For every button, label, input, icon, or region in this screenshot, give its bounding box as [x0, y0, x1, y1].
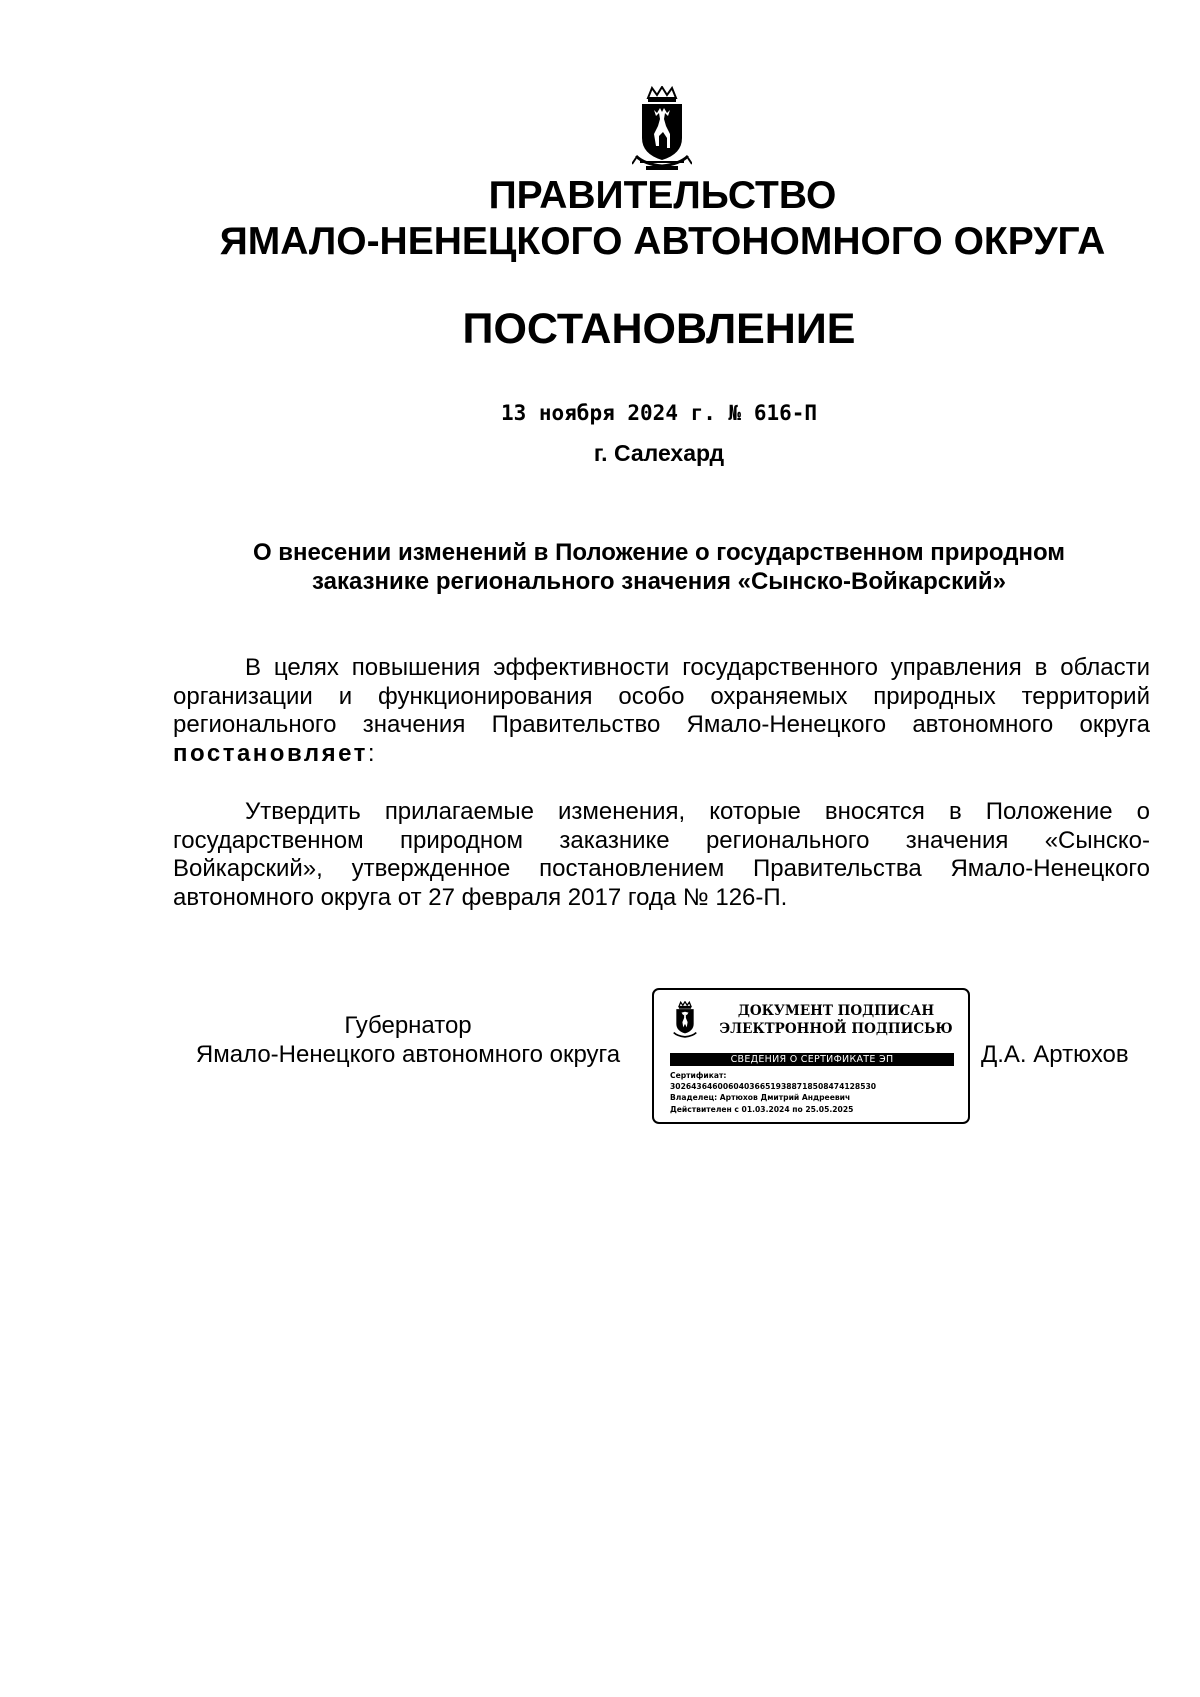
signatory-position-line1: Губернатор: [344, 1012, 472, 1039]
certificate-validity: Действителен с 01.03.2024 по 25.05.2025: [670, 1104, 854, 1114]
certificate-label: Сертификат:: [670, 1071, 727, 1080]
signatory-position-line2: Ямало-Ненецкого автономного округа: [195, 1041, 621, 1068]
date-and-number: 13 ноября 2024 г. № 616-П: [500, 401, 818, 425]
signatory-name: Д.А. Артюхов: [981, 1041, 1129, 1068]
certificate-info-bar: СВЕДЕНИЯ О СЕРТИФИКАТЕ ЭП: [670, 1053, 954, 1066]
government-title: [0, 173, 1200, 265]
electronic-signature-stamp: [652, 988, 970, 1124]
government-title-line1: ПРАВИТЕЛЬСТВО: [488, 174, 837, 217]
paragraph1-end: :: [367, 739, 375, 767]
signatory-position: [172, 1011, 644, 1069]
stamp-header: [716, 1002, 956, 1038]
certificate-number: 302643646006040366519388718508474128530: [670, 1082, 877, 1092]
body-paragraph-2: Утвердить прилагаемые изменения, которые вносятся в Положение о государственном природном заказнике регионального значения «Сынско-Войкарский», утвержденное постановлением Правительства Ямало-Ненецкого автономного округа от 27 февраля 2017 года № 126-П.: [173, 798, 1150, 911]
subject-line2: заказнике регионального значения «Сынско-Войкарский»: [312, 568, 1006, 595]
document-subject: [200, 538, 1118, 596]
government-title-line2: ЯМАЛО-НЕНЕЦКОГО АВТОНОМНОГО ОКРУГА: [219, 220, 1106, 263]
yamal-coat-of-arms-icon: [672, 1001, 698, 1039]
stamp-header-line2: ЭЛЕКТРОННОЙ ПОДПИСЬЮ: [719, 1021, 953, 1037]
body-paragraph-1: [173, 654, 1150, 768]
certificate-owner: Владелец: Артюхов Дмитрий Андреевич: [670, 1093, 851, 1103]
issue-city: г. Салехард: [593, 440, 725, 466]
stamp-header-line1: ДОКУМЕНТ ПОДПИСАН: [737, 1003, 935, 1019]
paragraph1-emphasis: постановляет: [173, 739, 368, 767]
document-type-heading: ПОСТАНОВЛЕНИЕ: [462, 305, 856, 353]
certificate-details: [670, 1070, 960, 1115]
yamal-coat-of-arms-icon: [632, 86, 692, 172]
subject-line1: О внесении изменений в Положение о государственном природном: [252, 539, 1066, 566]
paragraph1-text: В целях повышения эффективности государственного управления в области организации и функционирования особо охраняемых природных территорий регионального значения Правительство Ямало-Ненецкого автономного округа: [173, 654, 1150, 738]
